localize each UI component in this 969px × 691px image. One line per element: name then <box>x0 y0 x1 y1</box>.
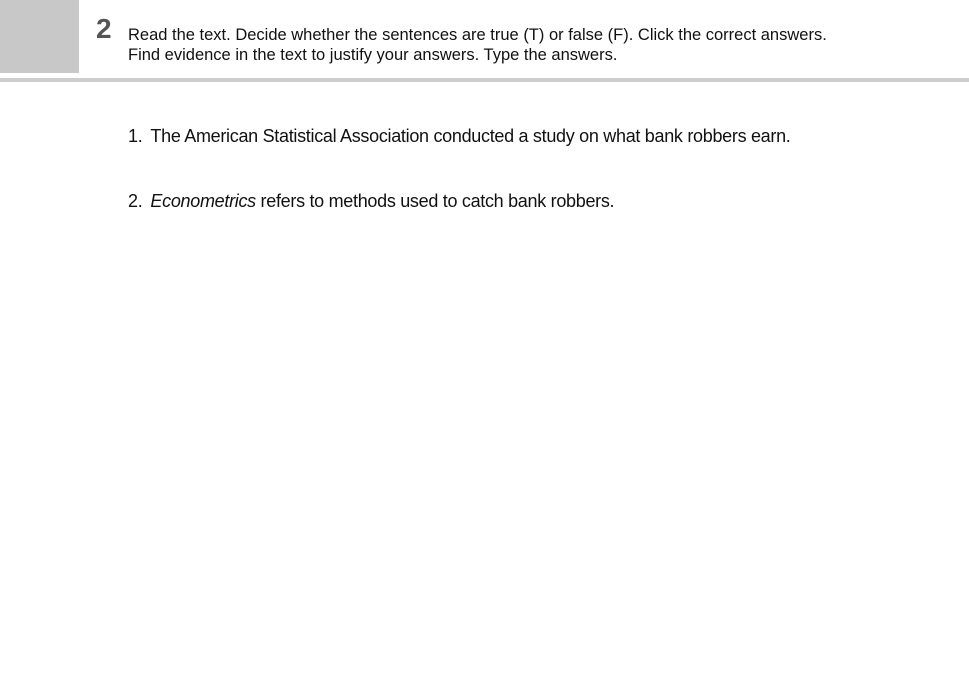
question-1 <box>128 125 791 147</box>
header-divider <box>0 78 969 82</box>
exercise-instructions <box>128 25 948 65</box>
question-text: refers to methods used to catch bank robbers. <box>255 191 615 211</box>
question-number: 1. <box>128 126 143 146</box>
question-2 <box>128 190 614 212</box>
instruction-line-1: Read the text. Decide whether the sentences are true (T) or false (F). Click the correct answers. <box>128 26 827 44</box>
exercise-number: 2 <box>96 13 112 44</box>
question-italic-term: Econometrics <box>150 191 256 211</box>
header-gray-block <box>0 0 79 73</box>
instruction-line-2: Find evidence in the text to justify your answers. Type the answers. <box>128 46 618 64</box>
question-text: The American Statistical Association conducted a study on what bank robbers earn. <box>150 126 791 146</box>
question-number: 2. <box>128 191 143 211</box>
